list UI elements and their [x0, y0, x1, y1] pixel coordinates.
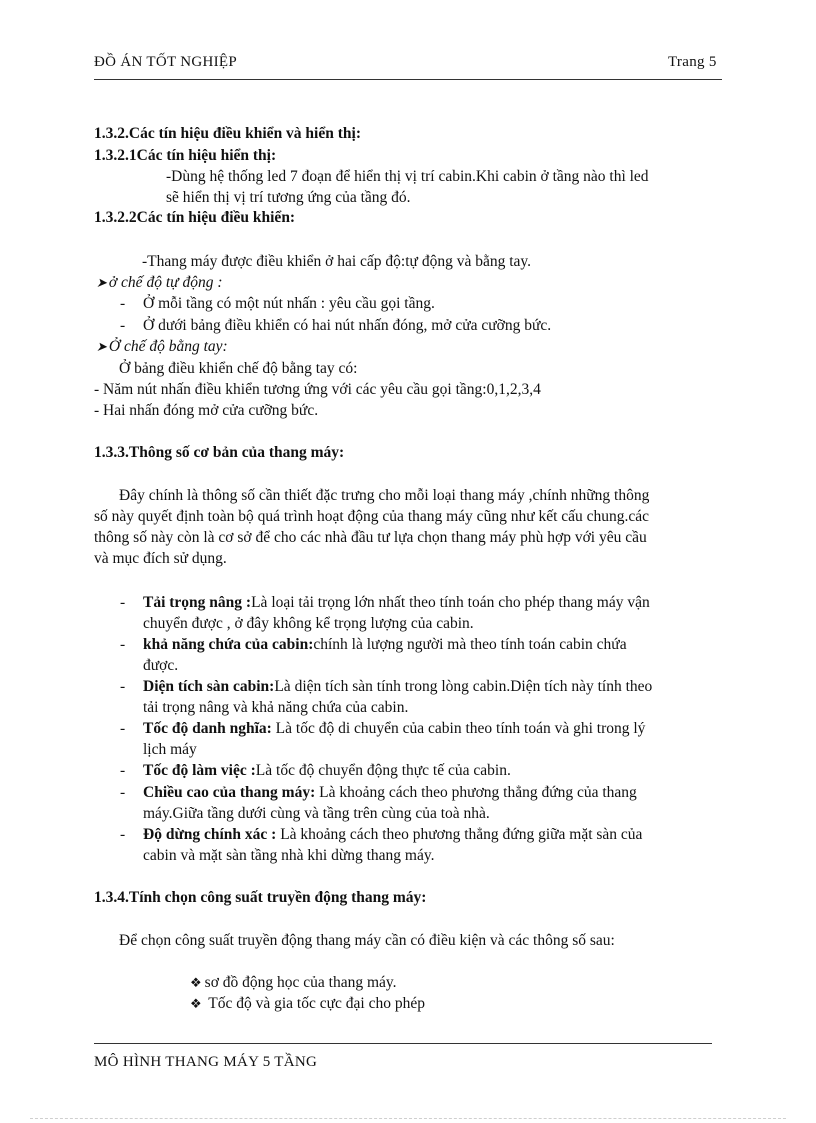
paragraph-line: Đây chính là thông số cần thiết đặc trưng cho mỗi loại thang máy ,chính những thông: [119, 487, 650, 504]
page-number: Trang 5: [668, 54, 717, 70]
list-item: ❖ sơ đồ động học của thang máy.: [190, 974, 397, 991]
list-item-continuation: chuyển được , ở đây không kể trọng lượng của cabin.: [143, 615, 474, 632]
dash-bullet: -: [120, 594, 126, 611]
list-item: Chiều cao của thang máy: Là khoảng cách theo phương thẳng đứng của thang: [143, 784, 637, 801]
list-item: Độ dừng chính xác : Là khoảng cách theo phương thẳng đứng giữa mặt sàn của: [143, 826, 643, 843]
list-item: khả năng chứa của cabin:chính là lượng người mà theo tính toán cabin chứa: [143, 636, 627, 653]
section-1-3-2-2-title: 1.3.2.2Các tín hiệu điều khiển:: [94, 209, 296, 226]
list-item-continuation: máy.Giữa tầng dưới cùng và tầng trên cùng của toà nhà.: [143, 805, 490, 822]
section-1-3-2-1-title: 1.3.2.1Các tín hiệu hiển thị:: [94, 147, 277, 164]
manual-mode-heading: ➤ Ở chế độ bằng tay:: [96, 338, 228, 355]
list-item: ❖ Tốc độ và gia tốc cực đại cho phép: [190, 995, 425, 1012]
list-item: Tốc độ danh nghĩa: Là tốc độ di chuyển của cabin theo tính toán và ghi trong lý: [143, 720, 646, 737]
paragraph-line: sẽ hiển thị vị trí tương ứng của tầng đó.: [166, 189, 411, 206]
dash-bullet: -: [120, 317, 126, 334]
header-title: ĐỒ ÁN TỐT NGHIỆP: [94, 54, 237, 70]
list-item-continuation: lịch máy: [143, 741, 197, 758]
paragraph-line: số này quyết định toàn bộ quá trình hoạt động của thang máy cũng như kết cấu chung.các: [94, 508, 650, 525]
dash-bullet: -: [120, 826, 126, 843]
dash-bullet: -: [120, 295, 126, 312]
auto-mode-heading: ➤ ở chế độ tự động :: [96, 274, 223, 291]
section-1-3-2-title: 1.3.2.Các tín hiệu điều khiển và hiển thị:: [94, 125, 361, 142]
dash-bullet: -: [120, 636, 126, 653]
list-item: Tải trọng nâng :Là loại tải trọng lớn nhất theo tính toán cho phép thang máy vận: [143, 594, 650, 611]
list-item: Tốc độ làm việc :Là tốc độ chuyển động thực tế của cabin.: [143, 762, 511, 779]
list-item: Ở mỗi tầng có một nút nhấn : yêu cầu gọi tầng.: [143, 295, 435, 312]
dash-bullet: -: [120, 762, 126, 779]
dash-bullet: -: [120, 678, 126, 695]
dash-bullet: -: [120, 720, 126, 737]
paragraph-line: -Thang máy được điều khiển ở hai cấp độ:tự động và bằng tay.: [142, 253, 532, 270]
diamond-bullet-icon: ❖: [190, 996, 202, 1011]
list-item: Ở dưới bảng điều khiển có hai nút nhấn đóng, mở cửa cưỡng bức.: [143, 317, 552, 334]
diamond-bullet-icon: ❖: [190, 975, 202, 990]
arrow-bullet-icon: ➤: [96, 275, 107, 290]
section-1-3-3-title: 1.3.3.Thông số cơ bản của thang máy:: [94, 444, 345, 461]
footer-title: MÔ HÌNH THANG MÁY 5 TẦNG: [94, 1054, 318, 1070]
paragraph-line: -Dùng hệ thống led 7 đoạn để hiển thị vị trí cabin.Khi cabin ở tầng nào thì led: [166, 168, 649, 185]
list-item-continuation: tải trọng nâng và khả năng chứa của cabin.: [143, 699, 409, 716]
paragraph-line: Ở bảng điều khiển chế độ bằng tay có:: [119, 360, 358, 377]
paragraph-line: Để chọn công suất truyền động thang máy cần có điều kiện và các thông số sau:: [119, 932, 615, 949]
list-item: Diện tích sàn cabin:Là diện tích sàn tính trong lòng cabin.Diện tích này tính theo: [143, 678, 653, 695]
list-item: - Hai nhấn đóng mở cửa cưỡng bức.: [94, 402, 319, 419]
list-item-continuation: cabin và mặt sàn tầng nhà khi dừng thang máy.: [143, 847, 435, 864]
header-rule: [94, 79, 722, 80]
paragraph-line: thông số này còn là cơ sở để cho các nhà đầu tư lựa chọn thang máy phù hợp với yêu cầu: [94, 529, 647, 546]
footer-rule: [94, 1043, 712, 1044]
section-1-3-4-title: 1.3.4.Tính chọn công suất truyền động thang máy:: [94, 889, 427, 906]
dash-bullet: -: [120, 784, 126, 801]
list-item: - Năm nút nhấn điều khiển tương ứng với các yêu cầu gọi tầng:0,1,2,3,4: [94, 381, 541, 398]
page-edge-divider: [30, 1118, 786, 1119]
list-item-continuation: được.: [143, 657, 179, 674]
paragraph-line: và mục đích sử dụng.: [94, 550, 227, 567]
arrow-bullet-icon: ➤: [96, 339, 107, 354]
